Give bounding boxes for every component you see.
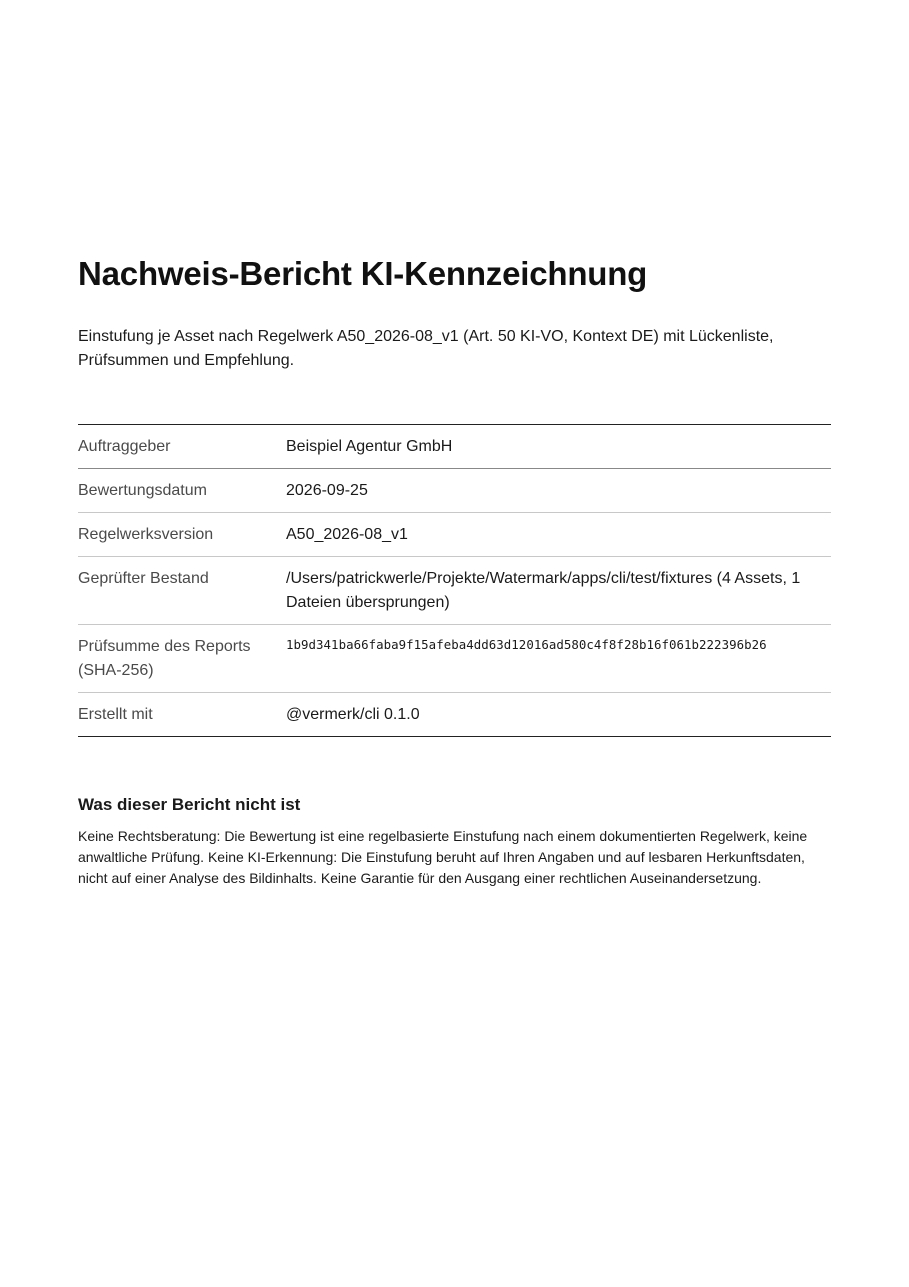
meta-label-created-with: Erstellt mit (78, 706, 153, 723)
meta-value-assessment-date: 2026-09-25 (286, 469, 831, 513)
report-metadata-table (78, 424, 831, 737)
table-row (78, 693, 831, 737)
disclaimer-heading: Was dieser Bericht nicht ist (78, 795, 301, 814)
table-row (78, 425, 831, 469)
table-row (78, 513, 831, 557)
disclaimer-text: Keine Rechtsberatung: Die Bewertung ist eine regelbasierte Einstufung nach einem dokumentierten Regelwerk, keine anwaltliche Prüfung. Keine KI-Erkennung: Die Einstufung beruht auf Ihren Angaben und auf lesbaren Herkunftsdaten, nicht auf einer Analyse des Bildinhalts. Keine Garantie für den Ausgang einer rechtlichen Auseinandersetzung. (78, 828, 808, 886)
table-row (78, 557, 831, 625)
meta-value-report-checksum: 1b9d341ba66faba9f15afeba4dd63d12016ad580c4f8f28b16f061b222396b26 (286, 625, 831, 693)
table-row (78, 625, 831, 693)
meta-label-client: Auftraggeber (78, 425, 286, 469)
meta-value-client: Beispiel Agentur GmbH (286, 425, 831, 469)
meta-value-ruleset-version: A50_2026-08_v1 (286, 513, 831, 557)
report-intro: Einstufung je Asset nach Regelwerk A50_2026-08_v1 (Art. 50 KI-VO, Kontext DE) mit Lückenliste, Prüfsummen und Empfehlung. (78, 328, 774, 369)
meta-label-ruleset-version: Regelwerksversion (78, 513, 286, 557)
meta-value-created-with: @vermerk/cli 0.1.0 (286, 706, 420, 723)
meta-label-assessment-date: Bewertungsdatum (78, 469, 286, 513)
table-row (78, 469, 831, 513)
meta-label-report-checksum: Prüfsumme des Reports (SHA-256) (78, 625, 286, 693)
meta-label-checked-inventory: Geprüfter Bestand (78, 557, 286, 625)
meta-value-checked-inventory: /Users/patrickwerle/Projekte/Watermark/apps/cli/test/fixtures (4 Assets, 1 Dateien übersprungen) (286, 557, 831, 625)
report-title: Nachweis-Bericht KI-Kennzeichnung (78, 255, 648, 292)
